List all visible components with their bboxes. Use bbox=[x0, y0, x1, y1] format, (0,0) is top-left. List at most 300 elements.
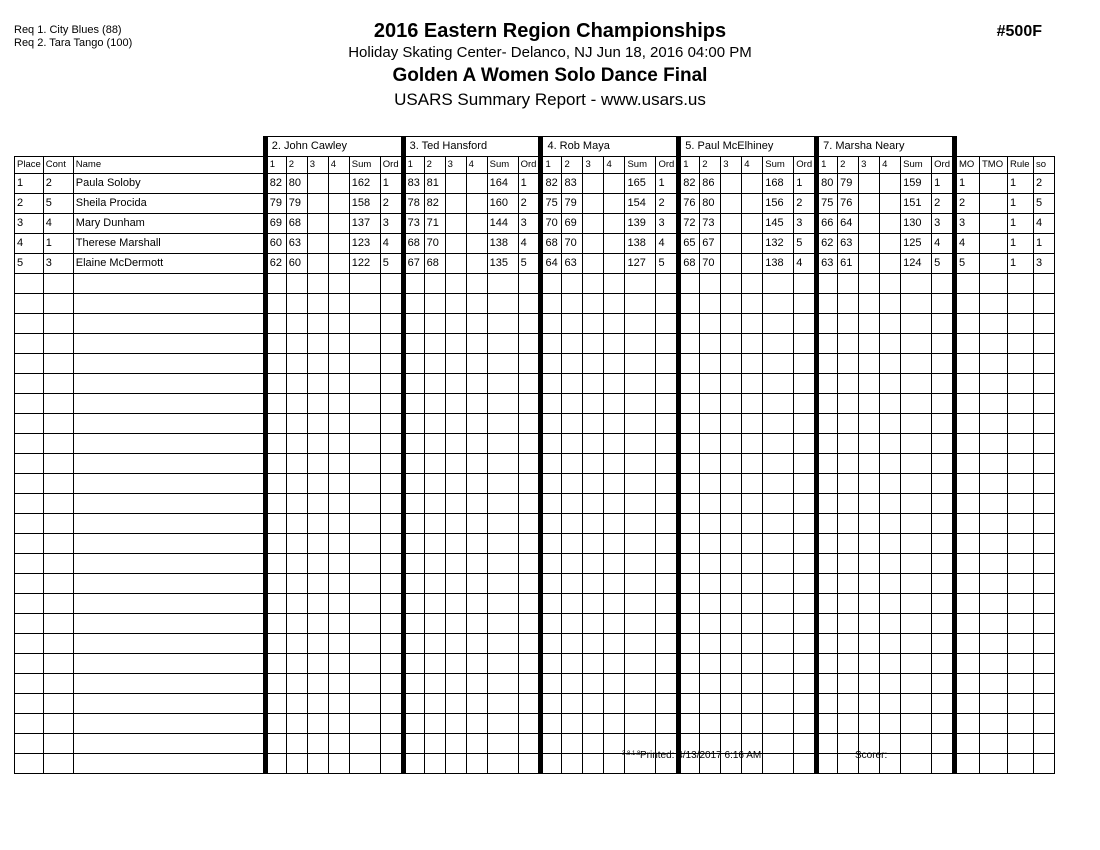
tmo-cell bbox=[979, 693, 1007, 713]
score-3-cell bbox=[445, 253, 466, 273]
rule-cell: 1 bbox=[1007, 213, 1033, 233]
so-cell bbox=[1033, 713, 1054, 733]
score-1-cell bbox=[403, 393, 424, 413]
score-3-cell bbox=[445, 213, 466, 233]
empty-row bbox=[15, 273, 1055, 293]
sum-cell bbox=[625, 553, 656, 573]
ord-cell bbox=[656, 393, 679, 413]
score-3-cell bbox=[445, 673, 466, 693]
score-4-cell bbox=[466, 673, 487, 693]
score-1-cell bbox=[265, 413, 286, 433]
ord-cell bbox=[380, 313, 403, 333]
score-4-cell bbox=[466, 513, 487, 533]
score-1-cell bbox=[817, 513, 838, 533]
place-cell bbox=[15, 633, 44, 653]
score-4-cell bbox=[604, 333, 625, 353]
sum-cell bbox=[901, 313, 932, 333]
ord-cell: 2 bbox=[518, 193, 541, 213]
ord-cell: 1 bbox=[656, 173, 679, 193]
score-1-cell bbox=[817, 713, 838, 733]
score-4-cell bbox=[880, 353, 901, 373]
ord-cell bbox=[794, 333, 817, 353]
score-2-cell bbox=[424, 493, 445, 513]
score-2-cell bbox=[700, 373, 721, 393]
score-1-cell bbox=[403, 633, 424, 653]
score-2-cell bbox=[838, 613, 859, 633]
name-cell bbox=[73, 473, 265, 493]
score-1-cell: 80 bbox=[817, 173, 838, 193]
score-4-cell bbox=[328, 293, 349, 313]
mo-cell bbox=[954, 553, 979, 573]
score-1-cell bbox=[817, 373, 838, 393]
sum-cell: 160 bbox=[487, 193, 518, 213]
score-3-cell bbox=[307, 273, 328, 293]
score-2-cell bbox=[562, 433, 583, 453]
score-2-cell bbox=[838, 513, 859, 533]
score-3-cell bbox=[445, 313, 466, 333]
score-1-cell: 66 bbox=[817, 213, 838, 233]
score-1-cell bbox=[403, 273, 424, 293]
score-4-cell bbox=[466, 313, 487, 333]
sum-cell bbox=[763, 453, 794, 473]
cont-cell bbox=[43, 293, 73, 313]
score-4-cell bbox=[880, 313, 901, 333]
results-table bbox=[14, 136, 1055, 774]
score-1-cell bbox=[679, 493, 700, 513]
name-cell bbox=[73, 433, 265, 453]
sum-cell: 145 bbox=[763, 213, 794, 233]
cont-cell bbox=[43, 553, 73, 573]
ord-cell bbox=[656, 513, 679, 533]
score-4-cell bbox=[880, 173, 901, 193]
rule-cell bbox=[1007, 633, 1033, 653]
score-3-cell bbox=[859, 413, 880, 433]
score-1-cell bbox=[817, 313, 838, 333]
score-4-cell bbox=[742, 533, 763, 553]
score-2-cell bbox=[424, 673, 445, 693]
score-1-cell bbox=[403, 613, 424, 633]
event-number: #500F bbox=[996, 23, 1042, 40]
score-4-cell bbox=[742, 173, 763, 193]
ord-cell bbox=[794, 613, 817, 633]
ord-cell bbox=[380, 533, 403, 553]
score-2-cell bbox=[838, 473, 859, 493]
score-3-cell bbox=[721, 493, 742, 513]
sum-cell bbox=[901, 353, 932, 373]
score-4-cell bbox=[466, 293, 487, 313]
sum-cell bbox=[763, 493, 794, 513]
score-3-cell bbox=[307, 533, 328, 553]
ord-cell: 5 bbox=[380, 253, 403, 273]
sum-cell: 154 bbox=[625, 193, 656, 213]
score-2-cell: 68 bbox=[286, 213, 307, 233]
ord-cell bbox=[794, 373, 817, 393]
score-1-cell bbox=[541, 313, 562, 333]
score-1-cell bbox=[679, 473, 700, 493]
rule-cell: 1 bbox=[1007, 193, 1033, 213]
score-4-cell bbox=[328, 213, 349, 233]
score-3-cell bbox=[859, 513, 880, 533]
score-4-cell bbox=[328, 593, 349, 613]
score-2-cell bbox=[424, 313, 445, 333]
score-2-cell bbox=[424, 453, 445, 473]
score-2-cell bbox=[700, 513, 721, 533]
score-4-cell bbox=[328, 453, 349, 473]
score-4-cell bbox=[328, 273, 349, 293]
score-2-cell: 70 bbox=[562, 233, 583, 253]
sum-cell bbox=[487, 333, 518, 353]
ord-cell: 1 bbox=[380, 173, 403, 193]
sum-cell bbox=[349, 653, 380, 673]
score-1-cell bbox=[403, 373, 424, 393]
score-1-cell bbox=[541, 593, 562, 613]
so-cell bbox=[1033, 333, 1054, 353]
sum-cell bbox=[763, 513, 794, 533]
score-1-cell: 68 bbox=[679, 253, 700, 273]
score-2-cell: 79 bbox=[562, 193, 583, 213]
score-3-cell bbox=[859, 373, 880, 393]
ord-cell bbox=[518, 413, 541, 433]
sum-cell bbox=[487, 693, 518, 713]
score-3-cell bbox=[721, 453, 742, 473]
sum-cell bbox=[349, 513, 380, 533]
score-4-cell bbox=[742, 253, 763, 273]
score-1-cell bbox=[265, 473, 286, 493]
sum-cell bbox=[763, 633, 794, 653]
so-cell bbox=[1033, 473, 1054, 493]
score-2-cell bbox=[700, 413, 721, 433]
score-2-cell bbox=[838, 653, 859, 673]
sum-cell bbox=[487, 673, 518, 693]
score-2-cell bbox=[286, 553, 307, 573]
ord-cell: 5 bbox=[656, 253, 679, 273]
score-4-cell bbox=[742, 273, 763, 293]
score-2-cell bbox=[562, 333, 583, 353]
ord-cell bbox=[932, 353, 955, 373]
score-3-cell bbox=[859, 233, 880, 253]
ord-cell bbox=[794, 313, 817, 333]
ord-cell bbox=[518, 673, 541, 693]
score-2-cell bbox=[424, 373, 445, 393]
column-header-4: 4 bbox=[466, 156, 487, 173]
ord-cell bbox=[518, 693, 541, 713]
score-2-cell bbox=[562, 313, 583, 333]
score-2-cell bbox=[838, 453, 859, 473]
mo-cell bbox=[954, 633, 979, 653]
score-3-cell bbox=[583, 193, 604, 213]
tmo-cell bbox=[979, 633, 1007, 653]
score-1-cell bbox=[403, 433, 424, 453]
score-1-cell bbox=[265, 493, 286, 513]
ord-cell: 5 bbox=[932, 253, 955, 273]
score-3-cell bbox=[307, 653, 328, 673]
sum-cell bbox=[349, 473, 380, 493]
score-1-cell bbox=[679, 273, 700, 293]
sum-cell bbox=[487, 593, 518, 613]
mo-cell bbox=[954, 393, 979, 413]
sum-cell: 132 bbox=[763, 233, 794, 253]
score-2-cell bbox=[700, 393, 721, 413]
score-3-cell bbox=[721, 413, 742, 433]
score-2-cell bbox=[838, 673, 859, 693]
score-4-cell bbox=[880, 333, 901, 353]
score-2-cell bbox=[838, 713, 859, 733]
score-1-cell bbox=[679, 433, 700, 453]
ord-cell bbox=[518, 713, 541, 733]
score-2-cell: 76 bbox=[838, 193, 859, 213]
score-2-cell bbox=[562, 473, 583, 493]
sum-cell bbox=[901, 473, 932, 493]
score-3-cell bbox=[445, 513, 466, 533]
place-cell bbox=[15, 553, 44, 573]
rule-cell bbox=[1007, 713, 1033, 733]
score-1-cell bbox=[679, 353, 700, 373]
report-title: USARS Summary Report - www.usars.us bbox=[394, 90, 706, 109]
column-header-1: 1 bbox=[265, 156, 286, 173]
name-cell bbox=[73, 453, 265, 473]
version-text: 3.8.1.8 bbox=[622, 751, 641, 757]
so-cell bbox=[1033, 273, 1054, 293]
score-2-cell: 60 bbox=[286, 253, 307, 273]
sum-cell bbox=[625, 693, 656, 713]
empty-row bbox=[15, 713, 1055, 733]
rule-cell bbox=[1007, 293, 1033, 313]
column-header-3: 3 bbox=[721, 156, 742, 173]
ord-cell bbox=[794, 353, 817, 373]
score-1-cell bbox=[265, 433, 286, 453]
ord-cell bbox=[656, 373, 679, 393]
ord-cell bbox=[380, 273, 403, 293]
score-4-cell bbox=[604, 713, 625, 733]
score-4-cell bbox=[742, 213, 763, 233]
sum-cell bbox=[901, 653, 932, 673]
score-2-cell bbox=[562, 653, 583, 673]
result-row bbox=[15, 193, 1055, 213]
rule-cell bbox=[1007, 393, 1033, 413]
score-2-cell bbox=[286, 633, 307, 653]
place-cell bbox=[15, 293, 44, 313]
venue-date-line: Holiday Skating Center- Delanco, NJ Jun 18, 2016 04:00 PM bbox=[348, 44, 752, 61]
score-3-cell bbox=[307, 713, 328, 733]
score-1-cell bbox=[817, 493, 838, 513]
sum-cell bbox=[901, 693, 932, 713]
score-2-cell bbox=[424, 573, 445, 593]
score-3-cell bbox=[307, 293, 328, 313]
sum-cell bbox=[763, 413, 794, 433]
ord-cell: 3 bbox=[794, 213, 817, 233]
score-3-cell bbox=[859, 253, 880, 273]
score-4-cell bbox=[604, 613, 625, 633]
score-1-cell bbox=[265, 273, 286, 293]
ord-cell bbox=[656, 473, 679, 493]
score-2-cell bbox=[562, 713, 583, 733]
score-3-cell bbox=[445, 193, 466, 213]
cont-cell bbox=[43, 593, 73, 613]
sum-cell bbox=[625, 413, 656, 433]
score-3-cell bbox=[859, 453, 880, 473]
so-cell bbox=[1033, 633, 1054, 653]
so-cell bbox=[1033, 433, 1054, 453]
tmo-cell bbox=[979, 233, 1007, 253]
score-3-cell bbox=[859, 713, 880, 733]
score-3-cell bbox=[445, 653, 466, 673]
sum-cell bbox=[349, 293, 380, 313]
mo-cell: 3 bbox=[954, 213, 979, 233]
score-4-cell bbox=[604, 573, 625, 593]
score-2-cell bbox=[700, 333, 721, 353]
ord-cell bbox=[794, 273, 817, 293]
score-2-cell bbox=[424, 393, 445, 413]
ord-cell bbox=[932, 413, 955, 433]
name-cell bbox=[73, 493, 265, 513]
sum-cell bbox=[763, 553, 794, 573]
place-cell bbox=[15, 273, 44, 293]
score-1-cell bbox=[265, 553, 286, 573]
name-cell bbox=[73, 413, 265, 433]
score-2-cell bbox=[286, 273, 307, 293]
score-2-cell bbox=[286, 433, 307, 453]
column-header-ord: Ord bbox=[794, 156, 817, 173]
ord-cell bbox=[380, 673, 403, 693]
ord-cell: 3 bbox=[656, 213, 679, 233]
so-cell: 4 bbox=[1033, 213, 1054, 233]
score-4-cell bbox=[466, 393, 487, 413]
tmo-cell bbox=[979, 313, 1007, 333]
sum-cell bbox=[763, 293, 794, 313]
score-2-cell: 82 bbox=[424, 193, 445, 213]
printed-timestamp: Printed: 4/13/2017 6:16 AM bbox=[640, 750, 762, 761]
column-header-so: so bbox=[1033, 156, 1054, 173]
score-3-cell bbox=[583, 353, 604, 373]
mo-cell: 5 bbox=[954, 253, 979, 273]
ord-cell bbox=[794, 513, 817, 533]
score-2-cell bbox=[562, 573, 583, 593]
score-2-cell bbox=[286, 693, 307, 713]
score-2-cell bbox=[286, 493, 307, 513]
ord-cell: 3 bbox=[932, 213, 955, 233]
sum-cell bbox=[625, 593, 656, 613]
sum-cell bbox=[487, 273, 518, 293]
score-3-cell bbox=[445, 553, 466, 573]
score-1-cell bbox=[265, 673, 286, 693]
ord-cell bbox=[656, 333, 679, 353]
ord-cell bbox=[656, 493, 679, 513]
score-4-cell bbox=[328, 633, 349, 653]
score-3-cell bbox=[859, 193, 880, 213]
score-1-cell bbox=[679, 633, 700, 653]
score-4-cell bbox=[466, 633, 487, 653]
score-3-cell bbox=[445, 413, 466, 433]
sum-cell bbox=[901, 673, 932, 693]
score-3-cell bbox=[307, 173, 328, 193]
score-1-cell bbox=[679, 293, 700, 313]
sum-cell bbox=[901, 273, 932, 293]
score-4-cell bbox=[742, 193, 763, 213]
so-cell bbox=[1033, 453, 1054, 473]
so-cell: 5 bbox=[1033, 193, 1054, 213]
score-1-cell bbox=[403, 593, 424, 613]
sum-cell bbox=[901, 433, 932, 453]
judge-header-spacer-left bbox=[15, 137, 266, 157]
score-3-cell bbox=[859, 573, 880, 593]
score-1-cell bbox=[265, 593, 286, 613]
score-3-cell bbox=[583, 393, 604, 413]
score-2-cell: 79 bbox=[838, 173, 859, 193]
empty-row bbox=[15, 653, 1055, 673]
judge-header-spacer-right bbox=[954, 137, 1054, 157]
mo-cell: 1 bbox=[954, 173, 979, 193]
score-4-cell bbox=[742, 453, 763, 473]
place-cell bbox=[15, 333, 44, 353]
score-4-cell bbox=[328, 173, 349, 193]
cont-cell bbox=[43, 653, 73, 673]
name-cell bbox=[73, 393, 265, 413]
column-header-sum: Sum bbox=[901, 156, 932, 173]
score-1-cell bbox=[817, 413, 838, 433]
rule-cell bbox=[1007, 373, 1033, 393]
ord-cell: 2 bbox=[380, 193, 403, 213]
score-4-cell bbox=[466, 233, 487, 253]
score-1-cell: 69 bbox=[265, 213, 286, 233]
score-2-cell bbox=[562, 413, 583, 433]
sum-cell bbox=[901, 293, 932, 313]
sum-cell: 135 bbox=[487, 253, 518, 273]
score-3-cell bbox=[445, 333, 466, 353]
ord-cell bbox=[794, 653, 817, 673]
score-4-cell bbox=[466, 373, 487, 393]
score-4-cell bbox=[742, 513, 763, 533]
score-3-cell bbox=[583, 573, 604, 593]
sum-cell bbox=[487, 493, 518, 513]
score-4-cell bbox=[742, 673, 763, 693]
score-4-cell bbox=[466, 253, 487, 273]
score-3-cell bbox=[859, 613, 880, 633]
ord-cell bbox=[656, 613, 679, 633]
sum-cell bbox=[763, 653, 794, 673]
sum-cell: 139 bbox=[625, 213, 656, 233]
score-2-cell bbox=[286, 453, 307, 473]
score-3-cell bbox=[445, 573, 466, 593]
place-cell: 3 bbox=[15, 213, 44, 233]
score-4-cell bbox=[328, 493, 349, 513]
score-4-cell bbox=[604, 213, 625, 233]
ord-cell bbox=[794, 553, 817, 573]
score-2-cell: 64 bbox=[838, 213, 859, 233]
score-3-cell bbox=[583, 293, 604, 313]
sum-cell bbox=[349, 273, 380, 293]
score-4-cell bbox=[604, 173, 625, 193]
score-1-cell bbox=[541, 713, 562, 733]
rule-cell: 1 bbox=[1007, 253, 1033, 273]
column-header-sum: Sum bbox=[349, 156, 380, 173]
tmo-cell bbox=[979, 413, 1007, 433]
score-3-cell bbox=[859, 353, 880, 373]
score-2-cell: 79 bbox=[286, 193, 307, 213]
score-1-cell bbox=[265, 293, 286, 313]
tmo-cell bbox=[979, 173, 1007, 193]
score-1-cell bbox=[541, 353, 562, 373]
score-4-cell bbox=[604, 693, 625, 713]
score-4-cell bbox=[466, 473, 487, 493]
score-2-cell bbox=[700, 653, 721, 673]
ord-cell bbox=[380, 373, 403, 393]
cont-cell bbox=[43, 333, 73, 353]
sum-cell: 130 bbox=[901, 213, 932, 233]
empty-row bbox=[15, 693, 1055, 713]
score-2-cell bbox=[700, 473, 721, 493]
ord-cell bbox=[932, 333, 955, 353]
sum-cell bbox=[487, 433, 518, 453]
